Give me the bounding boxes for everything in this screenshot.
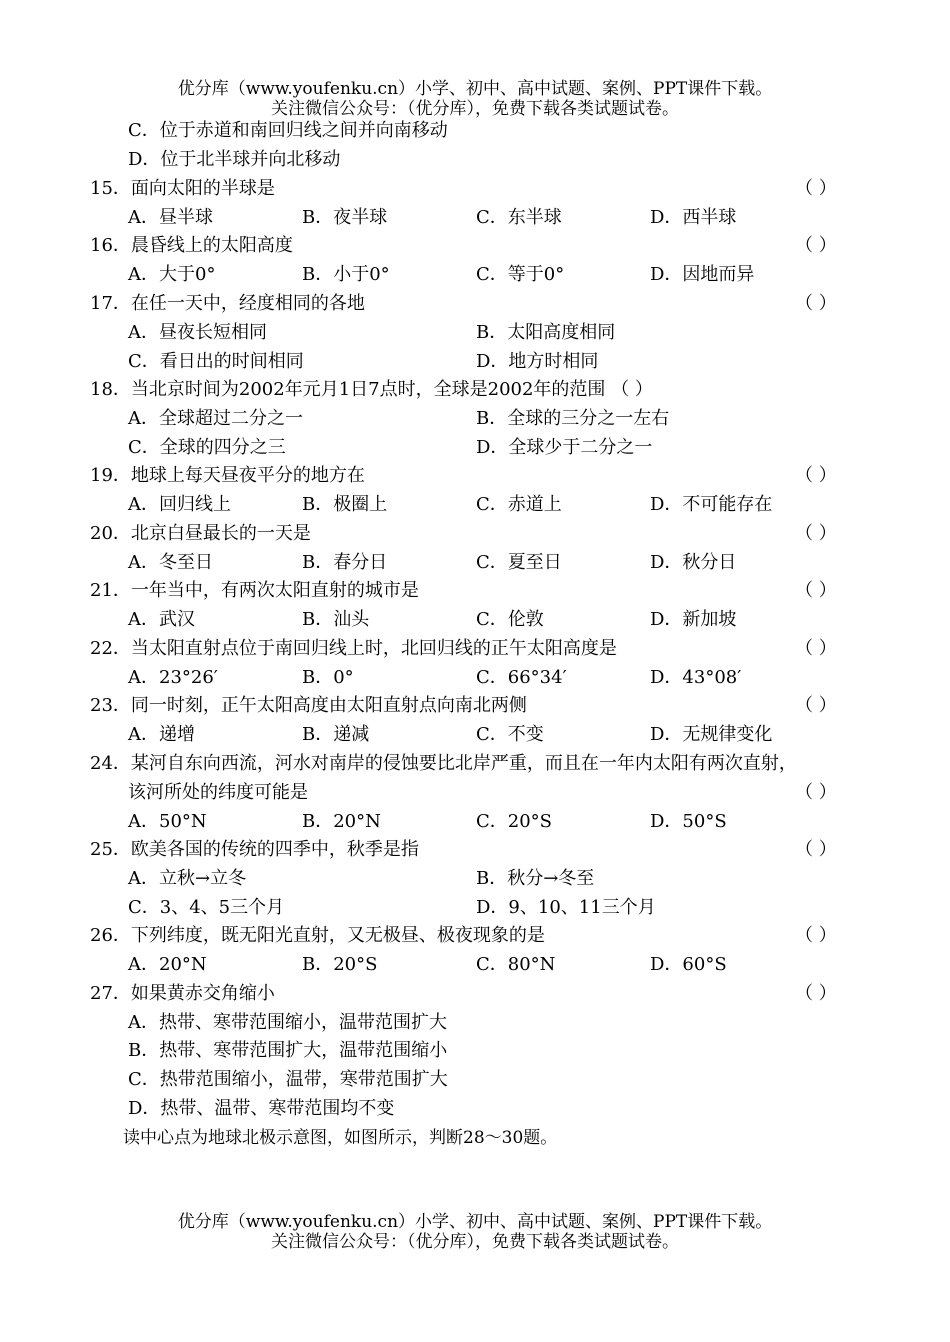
q21-option-a: A．武汉 xyxy=(128,609,195,630)
question-17-answer: （ ） xyxy=(795,293,837,314)
question-16-answer: （ ） xyxy=(795,235,837,256)
q27-option-d: D．热带、温带、寒带范围均不变 xyxy=(128,1098,395,1119)
q22-option-c: C．66°34′ xyxy=(476,667,567,688)
question-22-answer: （ ） xyxy=(795,638,837,659)
q17-option-b: B．太阳高度相同 xyxy=(476,322,616,343)
question-27-answer: （ ） xyxy=(795,983,837,1004)
header-line-1: 优分库（www.youfenku.cn）小学、初中、高中试题、案例、PPT课件下载。 xyxy=(177,79,773,99)
q18-option-c: C．全球的四分之三 xyxy=(128,437,286,458)
question-15-answer: （ ） xyxy=(795,178,837,199)
q20-option-c: C．夏至日 xyxy=(476,552,562,573)
q22-option-b: B．0° xyxy=(302,667,354,688)
question-19-stem: 19．地球上每天昼夜平分的地方在 xyxy=(90,465,365,486)
question-23-answer: （ ） xyxy=(795,695,837,716)
q19-option-a: A．回归线上 xyxy=(128,494,231,515)
q24-option-d: D．50°S xyxy=(650,811,727,832)
q27-option-c: C．热带范围缩小，温带，寒带范围扩大 xyxy=(128,1069,448,1090)
q26-option-b: B．20°S xyxy=(302,954,378,975)
q19-option-d: D．不可能存在 xyxy=(650,494,773,515)
q16-option-a: A．大于0° xyxy=(128,264,216,285)
q18-option-a: A．全球超过二分之一 xyxy=(128,408,303,429)
q21-option-b: B．汕头 xyxy=(302,609,370,630)
q20-option-b: B．春分日 xyxy=(302,552,388,573)
q25-option-c: C．3、4、5三个月 xyxy=(128,897,285,918)
q26-option-c: C．80°N xyxy=(476,954,556,975)
q26-option-d: D．60°S xyxy=(650,954,727,975)
q18-option-d: D．全球少于二分之一 xyxy=(476,437,653,458)
question-18-stem: 18．当北京时间为2002年元月1日7点时，全球是2002年的范围 （ ） xyxy=(90,379,653,400)
figure-instruction: 读中心点为地球北极示意图，如图所示，判断28～30题。 xyxy=(123,1128,558,1148)
q16-option-b: B．小于0° xyxy=(302,264,390,285)
q24-option-c: C．20°S xyxy=(476,811,553,832)
question-24-stem-cont: 该河所处的纬度可能是 xyxy=(128,782,308,803)
q16-option-d: D．因地而异 xyxy=(650,264,755,285)
q22-option-a: A．23°26′ xyxy=(128,667,218,688)
carryover-option-d: D．位于北半球并向北移动 xyxy=(128,149,341,170)
q21-option-c: C．伦敦 xyxy=(476,609,544,630)
question-19-answer: （ ） xyxy=(795,465,837,486)
question-21-stem: 21．一年当中，有两次太阳直射的城市是 xyxy=(90,580,419,601)
q19-option-c: C．赤道上 xyxy=(476,494,562,515)
question-24-answer: （ ） xyxy=(795,782,837,803)
q17-option-c: C．看日出的时间相同 xyxy=(128,351,304,372)
q17-option-d: D．地方时相同 xyxy=(476,351,599,372)
q23-option-c: C．不变 xyxy=(476,724,544,745)
question-27-stem: 27．如果黄赤交角缩小 xyxy=(90,983,275,1004)
q18-option-b: B．全球的三分之一左右 xyxy=(476,408,670,429)
footer-line-2: 关注微信公众号：（优分库），免费下载各类试题试卷。 xyxy=(271,1232,679,1252)
q15-option-a: A．昼半球 xyxy=(128,207,213,228)
question-23-stem: 23．同一时刻，正午太阳高度由太阳直射点向南北两侧 xyxy=(90,695,527,716)
question-24-stem: 24．某河自东向西流，河水对南岸的侵蚀要比北岸严重，而且在一年内太阳有两次直射， xyxy=(90,753,797,774)
q22-option-d: D．43°08′ xyxy=(650,667,742,688)
footer-line-1: 优分库（www.youfenku.cn）小学、初中、高中试题、案例、PPT课件下载。 xyxy=(177,1212,773,1232)
q25-option-d: D．9、10、11三个月 xyxy=(476,897,656,918)
carryover-option-c: C．位于赤道和南回归线之间并向南移动 xyxy=(128,120,448,141)
question-26-stem: 26．下列纬度，既无阳光直射，又无极昼、极夜现象的是 xyxy=(90,925,545,946)
question-20-stem: 20．北京白昼最长的一天是 xyxy=(90,523,311,544)
question-16-stem: 16．晨昏线上的太阳高度 xyxy=(90,235,293,256)
q23-option-d: D．无规律变化 xyxy=(650,724,773,745)
question-21-answer: （ ） xyxy=(795,580,837,601)
q16-option-c: C．等于0° xyxy=(476,264,565,285)
q24-option-b: B．20°N xyxy=(302,811,381,832)
q15-option-b: B．夜半球 xyxy=(302,207,388,228)
q25-option-a: A．立秋→立冬 xyxy=(128,868,247,889)
q21-option-d: D．新加坡 xyxy=(650,609,737,630)
question-15-stem: 15．面向太阳的半球是 xyxy=(90,178,275,199)
q27-option-b: B．热带、寒带范围扩大，温带范围缩小 xyxy=(128,1040,448,1061)
q24-option-a: A．50°N xyxy=(128,811,207,832)
q27-option-a: A．热带、寒带范围缩小，温带范围扩大 xyxy=(128,1012,447,1033)
q23-option-b: B．递减 xyxy=(302,724,370,745)
q19-option-b: B．极圈上 xyxy=(302,494,388,515)
q23-option-a: A．递增 xyxy=(128,724,195,745)
question-25-stem: 25．欧美各国的传统的四季中，秋季是指 xyxy=(90,839,419,860)
q17-option-a: A．昼夜长短相同 xyxy=(128,322,267,343)
q26-option-a: A．20°N xyxy=(128,954,207,975)
page-header xyxy=(0,79,950,119)
question-25-answer: （ ） xyxy=(795,839,837,860)
q15-option-c: C．东半球 xyxy=(476,207,562,228)
question-20-answer: （ ） xyxy=(795,523,837,544)
question-17-stem: 17．在任一天中，经度相同的各地 xyxy=(90,293,365,314)
header-line-2: 关注微信公众号：（优分库），免费下载各类试题试卷。 xyxy=(271,99,679,119)
q25-option-b: B．秋分→冬至 xyxy=(476,868,595,889)
q15-option-d: D．西半球 xyxy=(650,207,737,228)
page-footer xyxy=(0,1212,950,1252)
q20-option-d: D．秋分日 xyxy=(650,552,737,573)
question-22-stem: 22．当太阳直射点位于南回归线上时，北回归线的正午太阳高度是 xyxy=(90,638,617,659)
q20-option-a: A．冬至日 xyxy=(128,552,213,573)
question-26-answer: （ ） xyxy=(795,925,837,946)
